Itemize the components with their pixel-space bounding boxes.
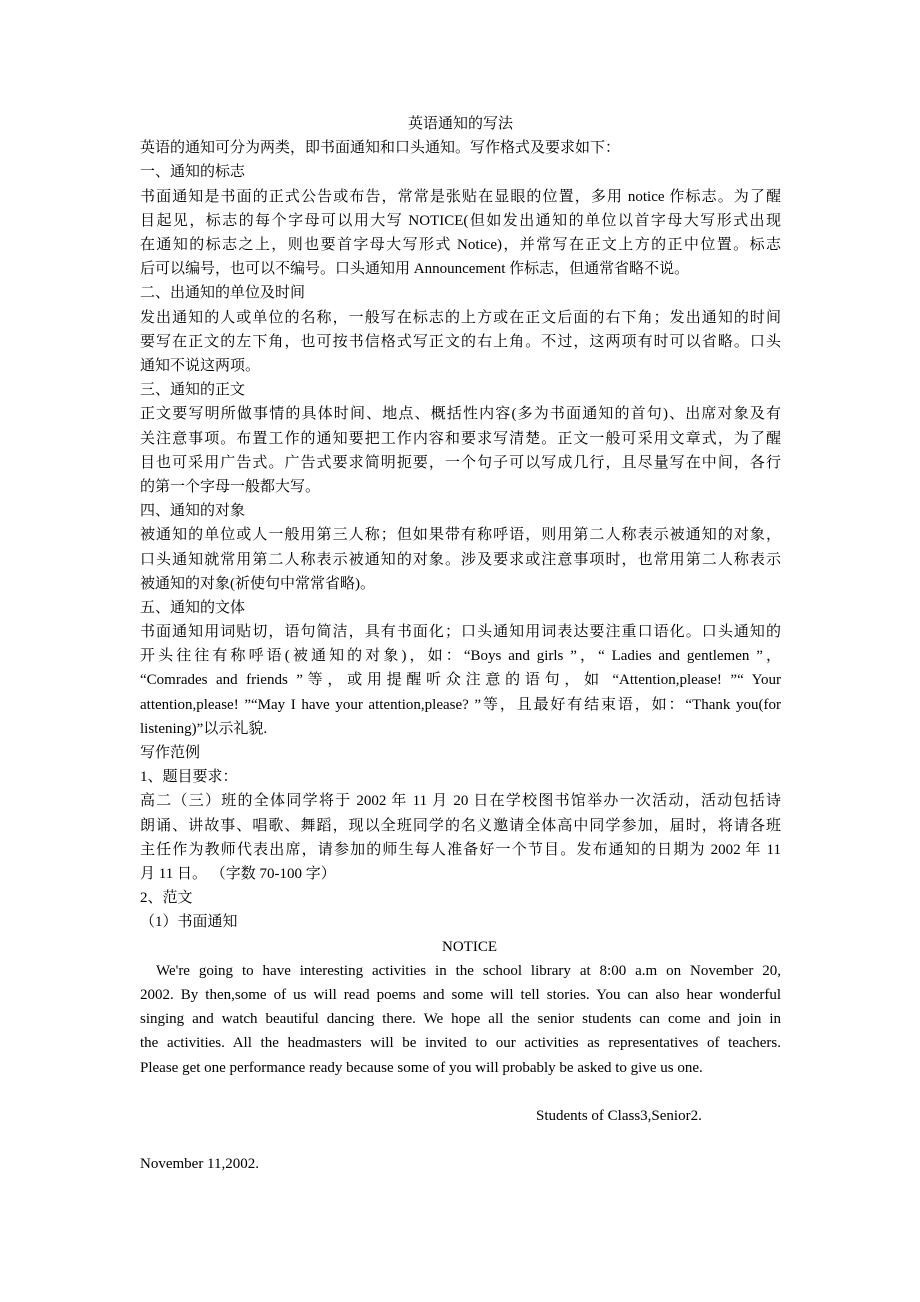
notice-line: Please get one performance ready because some of you will probably be asked to give us one. [140, 1059, 703, 1076]
paragraph-line: listening)”以示礼貌. [140, 720, 268, 737]
example-heading: 写作范例 [140, 745, 201, 762]
section-heading: 三、通知的正文 [140, 382, 246, 399]
paragraph-line: 关注意事项。布置工作的通知要把工作内容和要求写清楚。正文一般可采用文章式，为了醒 [140, 430, 781, 447]
notice-line: the activities. All the headmasters will be invited to our activities as representatives of teachers. [140, 1035, 781, 1052]
paragraph-line: 口头通知就常用第二人称表示被通知的对象。涉及要求或注意事项时，也常用第二人称表示 [140, 551, 781, 568]
notice-line: singing and watch beautiful dancing there. We hope all the senior students can come and join in [140, 1011, 781, 1028]
written-notice-heading: （1）书面通知 [140, 914, 238, 931]
paragraph-line: 要写在正文的左下角，也可按书信格式写正文的右上角。不过，这两项有时可以省略。口头 [140, 333, 781, 350]
section-heading: 五、通知的文体 [140, 599, 246, 616]
notice-line: 2002. By then,some of us will read poems and some will tell stories. You can also hear wonderful [140, 987, 781, 1004]
paragraph-line: 后可以编号，也可以不编号。口头通知用 Announcement 作标志，但通常省略不说。 [140, 261, 690, 278]
section-heading: 二、出通知的单位及时间 [140, 285, 306, 302]
task-heading: 1、题目要求： [140, 769, 238, 786]
spacer [140, 1128, 781, 1152]
paragraph-line: “Comrades and friends ”等，或用提醒听众注意的语句，如 “Attention,please! ”“ Your [140, 672, 781, 689]
notice-signature: Students of Class3,Senior2. [536, 1107, 702, 1124]
intro-paragraph: 英语的通知可分为两类，即书面通知和口头通知。写作格式及要求如下： [140, 140, 621, 157]
paragraph-line: 的第一个字母一般都大写。 [140, 478, 321, 495]
paragraph-line: 被通知的对象(祈使句中常常省略)。 [140, 575, 375, 592]
task-line: 月 11 日。 （字数 70-100 字） [140, 866, 336, 883]
task-line: 主任作为教师代表出席，请参加的师生每人准备好一个节目。发布通知的日期为 2002 年 11 [140, 841, 781, 858]
section-heading: 四、通知的对象 [140, 503, 246, 520]
notice-date: November 11,2002. [140, 1156, 260, 1173]
paragraph-line: 正文要写明所做事情的具体时间、地点、概括性内容(多为书面通知的首句)、出席对象及有 [140, 406, 781, 423]
paragraph-line: 在通知的标志之上，则也要首字母大写形式 Notice)，并常写在正文上方的正中位置。标志 [140, 236, 781, 253]
paragraph-line: 目也可采用广告式。广告式要求简明扼要，一个句子可以写成几行，且尽量写在中间，各行 [140, 454, 781, 471]
paragraph-line: 被通知的单位或人一般用第三人称；但如果带有称呼语，则用第二人称表示被通知的对象， [140, 527, 781, 544]
paragraph-line: 发出通知的人或单位的名称，一般写在标志的上方或在正文后面的右下角；发出通知的时间 [140, 309, 781, 326]
paragraph-line: 书面通知是书面的正式公告或布告，常常是张贴在显眼的位置，多用 notice 作标志。为了醒 [140, 188, 781, 205]
paragraph-line: 目起见，标志的每个字母可以用大写 NOTICE(但如发出通知的单位以首字母大写形式出现 [140, 212, 781, 229]
notice-line: We're going to have interesting activities in the school library at 8:00 a.m on November 20, [156, 962, 781, 979]
task-line: 朗诵、讲故事、唱歌、舞蹈，现以全班同学的名义邀请全体高中同学参加，届时，将请各班 [140, 817, 781, 834]
paragraph-line: 通知不说这两项。 [140, 357, 261, 374]
paragraph-line: 书面通知用词贴切，语句简洁，具有书面化；口头通知用词表达要注重口语化。口头通知的 [140, 624, 781, 641]
section-heading: 一、通知的标志 [140, 164, 246, 181]
notice-title: NOTICE [442, 938, 497, 955]
document-title: 英语通知的写法 [407, 116, 513, 132]
paragraph-line: 开头往往有称呼语(被通知的对象)，如：“Boys and girls ”，“ Ladies and gentlemen ”， [140, 648, 781, 665]
spacer [140, 1080, 781, 1104]
model-heading: 2、范文 [140, 890, 193, 907]
task-line: 高二（三）班的全体同学将于 2002 年 11 月 20 日在学校图书馆举办一次活动，活动包括诗 [140, 793, 781, 810]
paragraph-line: attention,please! ”“May I have your attention,please? ”等，且最好有结束语，如：“Thank you(for [140, 696, 781, 713]
document-page [140, 112, 781, 1177]
